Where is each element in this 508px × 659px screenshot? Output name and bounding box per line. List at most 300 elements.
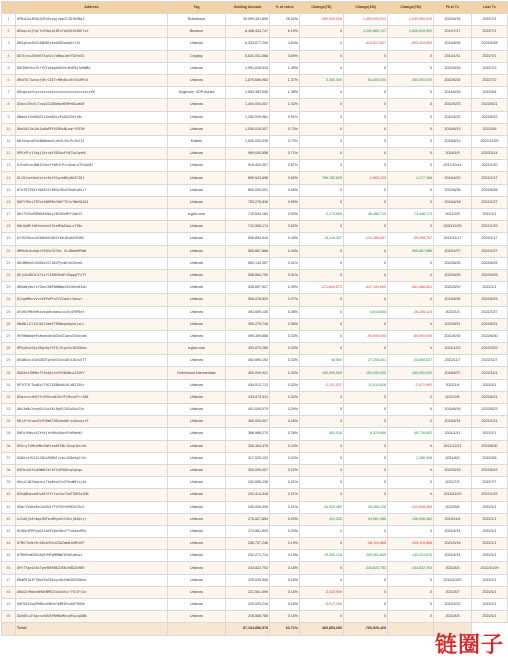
last-tx-cell: 2022/1/27 [472, 245, 508, 257]
address-cell[interactable]: DLCDJvnh6aGstar8z1E2pzbNEy6b3C361 [16, 172, 168, 184]
change-7d-cell: 0 [300, 525, 344, 537]
holding-amount-cell: 1,000,000,039 [226, 135, 270, 147]
change-7d-cell: 0 [300, 38, 344, 50]
table-row[interactable] [2, 562, 508, 574]
change-1m-cell: -131,389,657 [344, 233, 388, 245]
change-7m-cell: 0 [388, 599, 434, 611]
last-tx-cell: 2022/1/27 [472, 306, 508, 318]
column-header: Holding Amount [226, 2, 270, 14]
table-row[interactable] [2, 245, 508, 257]
table-row[interactable] [2, 440, 508, 452]
last-tx-cell: 2022/5/8 [472, 123, 508, 135]
first-tx-cell: 2021/2/9 [434, 209, 472, 221]
table-row[interactable] [2, 367, 508, 379]
table-row[interactable] [2, 282, 508, 294]
percent-cell: 0.53% [270, 209, 300, 221]
address-cell[interactable]: D9GruTvMkvMBn2WRreaKFENrJGngLBxcUh [16, 440, 168, 452]
table-row[interactable] [2, 111, 508, 123]
address-cell[interactable]: DPICF3LTkqBzLTHCIU5BKdHLHCxN2J5Uz [16, 379, 168, 391]
percent-cell: 0.36% [270, 318, 300, 330]
change-7d-cell: 48,560 [300, 355, 344, 367]
percent-cell: 0.19% [270, 550, 300, 562]
address-cell[interactable]: DTnYRTS9AYrWZ8X1Y8RGz3KxG3hdhvDAjY [16, 184, 168, 196]
address-cell[interactable]: D7MG7VnNr9n2BekHSh4Z5bZm6WJkMEVEP [16, 538, 168, 550]
address-cell[interactable]: DBqNLLE21SLWI14emTYRDWugoApkbjsLL [16, 318, 168, 330]
tag-cell: Unknow [168, 440, 226, 452]
last-tx-cell: 2022/6/21 [472, 318, 508, 330]
last-tx-cell: 2022/10/29 [472, 562, 508, 574]
address-cell[interactable]: D8ithgcmFUk8bNmxwXjdhXL4SLPc3kS1S [16, 135, 168, 147]
last-tx-cell: 2022/6/25 [472, 269, 508, 281]
change-7d-cell: 0 [300, 196, 344, 208]
tag-cell: Unknow [168, 257, 226, 269]
change-1m-cell: 0 [344, 123, 388, 135]
table-row[interactable] [2, 233, 508, 245]
address-cell[interactable]: D8FV7RoiZTRVzS8NPBn3H67TU1nYNbHQS84 [16, 196, 168, 208]
row-index: 26 [2, 318, 16, 330]
table-row[interactable] [2, 221, 508, 233]
last-tx-cell: 2022/6/22 [472, 111, 508, 123]
change-1m-cell: 6,374,856 [344, 428, 388, 440]
holding-amount-cell: 6,333,677,204 [226, 38, 270, 50]
address-cell[interactable]: DPDuEAs3RGQ2HFvDzhgjxmpZCZDfbSBgZ [16, 14, 168, 26]
change-7m-cell: 0 [388, 586, 434, 598]
change-1m-cell: 45,284,128 [344, 501, 388, 513]
change-7d-cell: 19,280,218 [300, 550, 344, 562]
holding-amount-cell: 434,673,911 [226, 391, 270, 403]
percent-cell: 4.63% [270, 38, 300, 50]
tag-cell: Unknow [168, 160, 226, 172]
last-tx-cell: 2022/3/14 [472, 148, 508, 160]
percent-cell: 3.69% [270, 50, 300, 62]
change-7m-cell: 0 [388, 87, 434, 99]
change-1m-cell: 0 [344, 148, 388, 160]
change-1m-cell: 0 [344, 221, 388, 233]
address-cell[interactable]: DJVsRsvnZW642Gmv7tWRJrPirAkqhzCEUGaDH [16, 160, 168, 172]
change-7d-cell: 0 [300, 404, 344, 416]
percent-cell: 0.73% [270, 123, 300, 135]
holding-amount-cell: 1,400,000,007 [226, 99, 270, 111]
percent-cell: 1.45% [270, 62, 300, 74]
column-header: Last Tx [472, 2, 508, 14]
address-cell[interactable]: DNmuh1YnNGQE21Qs8Q5LcPuKUZSh5j8n [16, 111, 168, 123]
percent-cell: 0.37% [270, 294, 300, 306]
holding-amount-cell: 252,271,714 [226, 550, 270, 562]
percent-cell: 0.67% [270, 160, 300, 172]
change-7d-cell: 431,320 [300, 513, 344, 525]
table-row[interactable] [2, 611, 508, 623]
last-tx-cell: 2022/1/27 [472, 196, 508, 208]
table-row[interactable] [2, 306, 508, 318]
change-7d-cell: 0 [300, 160, 344, 172]
row-index: 15 [2, 184, 16, 196]
table-row[interactable] [2, 50, 508, 62]
address-cell[interactable]: DGFbcUAfcuKWWhVkfkFVuERQKvqXqkgo [16, 464, 168, 476]
change-1m-cell: 0 [344, 599, 388, 611]
change-7m-cell: -26,155,124 [388, 306, 434, 318]
table-row[interactable] [2, 343, 508, 355]
change-1m-cell: 0 [344, 440, 388, 452]
address-cell[interactable]: DMHhdLKnAqkzY6GHc5235z GL4BmdmMYW6 [16, 245, 168, 257]
column-header: Change(7D) [300, 2, 344, 14]
change-7m-cell: 244,822,753 [388, 562, 434, 574]
table-row[interactable] [2, 599, 508, 611]
table-row[interactable] [2, 538, 508, 550]
total-cell: 63.71% [270, 623, 300, 635]
holding-amount-cell: 326,363,478 [226, 440, 270, 452]
table-row[interactable] [2, 74, 508, 86]
row-index: 20 [2, 245, 16, 257]
table-row[interactable] [2, 355, 508, 367]
tag-cell: crypto.com [168, 343, 226, 355]
first-tx-cell: 2021/6/3 [434, 452, 472, 464]
tag-cell: Unknow [168, 525, 226, 537]
change-1m-cell: -2,960,123 [344, 172, 388, 184]
table-row[interactable] [2, 62, 508, 74]
change-7d-cell: 0 [300, 257, 344, 269]
table-row[interactable] [2, 148, 508, 160]
change-1m-cell: 0 [344, 525, 388, 537]
address-cell[interactable]: D7RHZhmRSKUAgFVHFqMMNWCHVaEyWuwi [16, 550, 168, 562]
change-7d-cell: 0 [300, 87, 344, 99]
last-tx-cell: 2022/6/23 [472, 404, 508, 416]
table-row[interactable] [2, 123, 508, 135]
holding-amount-cell: 558,564,750 [226, 269, 270, 281]
holding-amount-cell: 292,695,236 [226, 477, 270, 489]
address-cell[interactable]: DHQaNy6bJiYSmeCABFN8NNqi94tHGe83oU [16, 282, 168, 294]
table-row[interactable] [2, 269, 508, 281]
row-index: 46 [2, 562, 16, 574]
tag-cell: Unknow [168, 501, 226, 513]
address-cell[interactable]: D6eXAS7eLNsJwNqPEP4ZN9xNLaqrYFDZW [16, 123, 168, 135]
change-7m-cell: 243,224,676 [388, 550, 434, 562]
holding-amount-cell: 800,000,001 [226, 184, 270, 196]
change-7m-cell: -461,066,801 [388, 282, 434, 294]
change-7m-cell: -1,949,999,915 [388, 14, 434, 26]
address-cell[interactable]: D9YTTga445bTymHEB9N8Z2KBJhBDZk9BH [16, 562, 168, 574]
tag-cell: Binance [168, 26, 226, 38]
tag-cell: Unknow [168, 62, 226, 74]
change-1m-cell: 0 [344, 343, 388, 355]
holding-amount-cell: 1,654,383,558 [226, 87, 270, 99]
table-row[interactable] [2, 38, 508, 50]
change-7m-cell: 0 [388, 464, 434, 476]
change-1m-cell: -90,000,005 [344, 330, 388, 342]
table-row[interactable] [2, 172, 508, 184]
table-row[interactable] [2, 318, 508, 330]
holding-amount-cell: 225,030,506 [226, 574, 270, 586]
tag-cell: Unknow [168, 38, 226, 50]
row-index: 49 [2, 599, 16, 611]
address-cell[interactable]: DPky8ukSdy1Bgn8yYGFEjVcgzGn38SUBam [16, 343, 168, 355]
header-row [2, 2, 508, 14]
table-row[interactable] [2, 574, 508, 586]
percent-cell: 0.41% [270, 257, 300, 269]
change-7d-cell: -5,017,290 [300, 599, 344, 611]
change-7d-cell: 0 [300, 318, 344, 330]
change-1m-cell: -447,153,690 [344, 282, 388, 294]
table-row[interactable] [2, 477, 508, 489]
address-cell[interactable]: DBAGXrMddcNHDeBMRZ3dGn5hCrTYS1Ft2n [16, 586, 168, 598]
table-row[interactable] [2, 257, 508, 269]
percent-cell: 0.65% [270, 172, 300, 184]
holding-amount-cell: 712,965,174 [226, 221, 270, 233]
address-cell[interactable]: AJ2dQjhdYAqp3NTbuBRyaViCGkzjB4Qcyr [16, 513, 168, 525]
row-index: 36 [2, 440, 16, 452]
address-cell[interactable]: DGmcv39nELTcsgZCUD8eWzHEHPe8GwdU8 [16, 99, 168, 111]
table-row[interactable] [2, 26, 508, 38]
change-7d-cell: 0 [300, 306, 344, 318]
change-7m-cell: 0 [388, 269, 434, 281]
change-7d-cell: 0 [300, 62, 344, 74]
change-7d-cell: 0 [300, 245, 344, 257]
change-7d-cell: 0 [300, 416, 344, 428]
row-index: 10 [2, 123, 16, 135]
change-7m-cell: 0 [388, 62, 434, 74]
tag-cell: Unknow [168, 318, 226, 330]
percent-cell: 0.20% [270, 513, 300, 525]
change-7d-cell: 13,116,307 [300, 233, 344, 245]
change-1m-cell: 0 [344, 257, 388, 269]
first-tx-cell: 2014/6/16 [434, 87, 472, 99]
change-7d-cell: 0 [300, 135, 344, 147]
table-row[interactable] [2, 294, 508, 306]
change-1m-cell: 0 [344, 50, 388, 62]
first-tx-cell: 2015/6/14 [434, 416, 472, 428]
table-row[interactable] [2, 404, 508, 416]
row-index: 42 [2, 513, 16, 525]
row-index: 9 [2, 111, 16, 123]
address-cell[interactable]: DHyyCZW7AmocwrTkg8ea1YuVTbyWHYiyZo [16, 477, 168, 489]
holding-amount-cell: 1,991,616,533 [226, 62, 270, 74]
change-7m-cell: 0 [388, 318, 434, 330]
address-cell[interactable]: DRSqEamJKSGZWHBTwkek8DSweqUcYJk [16, 38, 168, 50]
first-tx-cell: 2022/1/27 [434, 245, 472, 257]
tag-cell: Unknow [168, 355, 226, 367]
last-tx-cell: 2022/12/20 [472, 135, 508, 147]
address-cell[interactable]: DHFufRWycA2YnVjknHHvdQacPYdPmedS [16, 428, 168, 440]
table-row[interactable] [2, 160, 508, 172]
address-cell[interactable]: DGmzcnxtKQfTuYRhxnWJGxYFCBxxnPrr1B8 [16, 391, 168, 403]
table-row[interactable] [2, 379, 508, 391]
change-7m-cell: 73,448,173 [388, 209, 434, 221]
row-index: 7 [2, 87, 16, 99]
change-1m-cell: 45,450,710 [344, 209, 388, 221]
tag-cell: Unknow [168, 269, 226, 281]
address-cell[interactable]: DMuFDCTwozpj9KrCEETrNMxBxzKtVUiMPz4 [16, 74, 168, 86]
last-tx-cell: 2022/1/17 [472, 233, 508, 245]
table-row[interactable] [2, 135, 508, 147]
tag-cell: Unknow [168, 306, 226, 318]
address-cell[interactable]: DJfU29ueuGGkBb6Xn8VZrKmJ6uDd2R5NC [16, 233, 168, 245]
address-cell[interactable]: DBmPD1o3F7NoV9pTBAxyuUsEmKG65GG6eb [16, 574, 168, 586]
row-index: 33 [2, 404, 16, 416]
address-cell[interactable]: DLH6o3PRPygQYSAKFw8oVDe47TzkdzuRKe [16, 525, 168, 537]
address-cell[interactable]: DDCR8hShoThrYUTpSmge8k5SrWtR5gTpRWBe [16, 62, 168, 74]
change-7d-cell: 0 [300, 184, 344, 196]
total-cell: 87,134,896,578 [226, 623, 270, 635]
address-cell[interactable]: DEAWXox1GeGDEDTgn5eCSonuDt5JDzvdT7 [16, 355, 168, 367]
table-row[interactable] [2, 184, 508, 196]
change-7d-cell: 0 [300, 26, 344, 38]
address-cell[interactable]: D6xMBQh6cGeBaVXCCUkZPyvWCxhZeeeA [16, 257, 168, 269]
address-cell[interactable]: D8jzFsVzpnQVYH4WKC9DSemb6ryvQavqxr9 [16, 416, 168, 428]
row-index: 48 [2, 586, 16, 598]
change-1m-cell: 0 [344, 574, 388, 586]
tag-cell: Unknow [168, 123, 226, 135]
first-tx-cell: 2015/11/29 [434, 489, 472, 501]
change-7d-cell: -3,430,909 [300, 586, 344, 598]
row-index: 21 [2, 257, 16, 269]
address-cell[interactable]: DGWXv4fU2Z2JADcRDNhTzCmxJX8aGgVrhh [16, 452, 168, 464]
change-7m-cell: 595,667,886 [388, 245, 434, 257]
address-cell[interactable]: DDTkjnuZ5kRKT5qh2c7dNbpJmhY3AYeGG [16, 50, 168, 62]
change-7m-cell: 1,629,519,992 [388, 26, 434, 38]
percent-cell: 0.32% [270, 379, 300, 391]
change-7d-cell: 0 [300, 294, 344, 306]
holding-amount-cell: 380,000,007 [226, 416, 270, 428]
change-7m-cell: 0 [388, 135, 434, 147]
change-7m-cell: 0 [388, 111, 434, 123]
tag-cell: Unknow [168, 282, 226, 294]
percent-cell: 1.02% [270, 99, 300, 111]
change-7m-cell: 0 [388, 611, 434, 623]
row-index: 8 [2, 99, 16, 111]
holding-amount-cell: 490,369,656 [226, 330, 270, 342]
table-row[interactable] [2, 501, 508, 513]
address-cell[interactable]: D6tTYGVwMZM6UHvWXy2BSUKeMtF2mbfX [16, 209, 168, 221]
address-cell[interactable]: D8mr3YwRa5oC4d3ULFFVFUVfb9HXXC9n5 [16, 501, 168, 513]
table-row[interactable] [2, 87, 508, 99]
last-tx-cell: 2022/1/20 [472, 160, 508, 172]
row-index: 32 [2, 391, 16, 403]
tag-cell: Unknow [168, 586, 226, 598]
change-7d-cell: 0 [300, 99, 344, 111]
last-tx-cell: 2022/7/1 [472, 26, 508, 38]
holding-amount-cell: 278,827,894 [226, 513, 270, 525]
holdings-table [1, 1, 508, 636]
change-7m-cell: 150,000,000 [388, 367, 434, 379]
row-index: 50 [2, 611, 16, 623]
row-index: 1 [2, 14, 16, 26]
change-7d-cell: 26,923,469 [300, 501, 344, 513]
change-1m-cell: 0 [344, 111, 388, 123]
tag-cell: Dogecoin: XDP-buried [168, 87, 226, 99]
row-index: 35 [2, 428, 16, 440]
address-cell[interactable]: DAe8EuiFAgcnuhDUSFWHNoMkcgRVpcgDNB [16, 611, 168, 623]
first-tx-cell: 2022/6/21 [434, 318, 472, 330]
table-row[interactable] [2, 99, 508, 111]
tag-cell: Unknow [168, 148, 226, 160]
holding-amount-cell: 719,634,184 [226, 209, 270, 221]
first-tx-cell: 2018/1/9 [434, 148, 472, 160]
last-tx-cell: 2022/7/2 [472, 74, 508, 86]
last-tx-cell: 2022/1/17 [472, 172, 508, 184]
table-row[interactable] [2, 428, 508, 440]
first-tx-cell: 2022/7/2 [434, 477, 472, 489]
last-tx-cell: 2022/3/6 [472, 452, 508, 464]
address-cell[interactable]: A8c3eNz2mrpDLFwvSKL8gH12GEw5kw7Xn [16, 404, 168, 416]
table-row[interactable] [2, 513, 508, 525]
table-row[interactable] [2, 452, 508, 464]
address-cell[interactable]: DQA5h47NM6eTFZmkDjknPGVNZWcoZ42RY [16, 367, 168, 379]
change-7m-cell: -693,419,969 [388, 38, 434, 50]
first-tx-cell: 2022/6/5 [434, 501, 472, 513]
table-row[interactable] [2, 391, 508, 403]
table-row[interactable] [2, 196, 508, 208]
table-row[interactable] [2, 330, 508, 342]
holding-amount-cell: 35,099,331,809 [226, 14, 270, 26]
first-tx-cell: 2022/5/10 [434, 282, 472, 294]
first-tx-cell: 2019/11/8 [434, 513, 472, 525]
change-1m-cell: 0 [344, 294, 388, 306]
change-7m-cell: 0 [388, 221, 434, 233]
change-1m-cell: 0 [344, 477, 388, 489]
address-cell[interactable]: DDngeyarhyxxxxxxxxxxxxxxxxxxxxxxxxxxYW [16, 87, 168, 99]
total-cell [168, 623, 226, 635]
change-7d-cell: 0 [300, 221, 344, 233]
table-row[interactable] [2, 416, 508, 428]
last-tx-cell: 2022/1/1 [472, 513, 508, 525]
percent-cell: 1.38% [270, 87, 300, 99]
address-cell[interactable]: DYvRGYMnhHKkvbqdhvamaisxzUjE9PDet [16, 306, 168, 318]
table-row[interactable] [2, 14, 508, 26]
last-tx-cell: 2022/1/1 [472, 550, 508, 562]
total-cell [388, 623, 434, 635]
table-row[interactable] [2, 525, 508, 537]
column-header: First Tx [434, 2, 472, 14]
change-7m-cell: 4,177,488 [388, 172, 434, 184]
address-cell[interactable]: DGhgNkqsdeHvAE3fYrCacSoY2mZTOR5o2HN [16, 489, 168, 501]
percent-cell: 0.58% [270, 184, 300, 196]
address-cell[interactable]: D6LKpBFJeBfmnGenC5ieMXpEApLsYTNz [16, 221, 168, 233]
row-index: 11 [2, 135, 16, 147]
address-cell[interactable]: DPEzPFs1YAgj2ArcbYXD5hxPiNTSoSgeHL [16, 148, 168, 160]
last-tx-cell: 2022/6/30 [472, 440, 508, 452]
address-cell[interactable]: DQFUG5JupPMADn4HBne7mMEDYoddF5KHW [16, 599, 168, 611]
address-cell[interactable]: DEju5uBD2n4TszYCEAMSHuNYJ9qqqFFXTY [16, 269, 168, 281]
change-7d-cell: 0 [300, 111, 344, 123]
tag-cell: Cryptoy [168, 50, 226, 62]
table-row[interactable] [2, 209, 508, 221]
first-tx-cell: 2022/5/15 [434, 464, 472, 476]
last-tx-cell: 2022/4/28 [472, 38, 508, 50]
change-7m-cell: 45,716,552 [388, 428, 434, 440]
table-row[interactable] [2, 489, 508, 501]
first-tx-cell: 2019/7/17 [434, 26, 472, 38]
percent-cell: 0.71% [270, 148, 300, 160]
percent-cell: 0.44% [270, 245, 300, 257]
table-row[interactable] [2, 586, 508, 598]
total-row [2, 623, 508, 635]
address-cell[interactable]: 9hYHNWaqe9tAmqsdeXbGkdZ1qnsSVokvmm [16, 330, 168, 342]
percent-cell: 0.28% [270, 428, 300, 440]
row-index: 47 [2, 574, 16, 586]
change-1m-cell: 60,000,000 [344, 74, 388, 86]
percent-cell: 0.52% [270, 221, 300, 233]
total-cell: Total [16, 623, 168, 635]
address-cell[interactable]: DEbqxvGjFgCthFBqLAtBEsTAQSKtb36ETsX [16, 26, 168, 38]
holding-amount-cell: 596,853,515 [226, 233, 270, 245]
last-tx-cell: 2022/6/25 [472, 257, 508, 269]
holding-amount-cell: 5,631,001,568 [226, 50, 270, 62]
table-row[interactable] [2, 550, 508, 562]
address-cell[interactable]: DJzgmMkuvVvhV4PdPfuYfZ2matL5dnwr [16, 294, 168, 306]
change-7d-cell: 2,173,565 [300, 209, 344, 221]
table-row[interactable] [2, 464, 508, 476]
percent-cell: 0.91% [270, 111, 300, 123]
holding-amount-cell: 221,561,599 [226, 586, 270, 598]
